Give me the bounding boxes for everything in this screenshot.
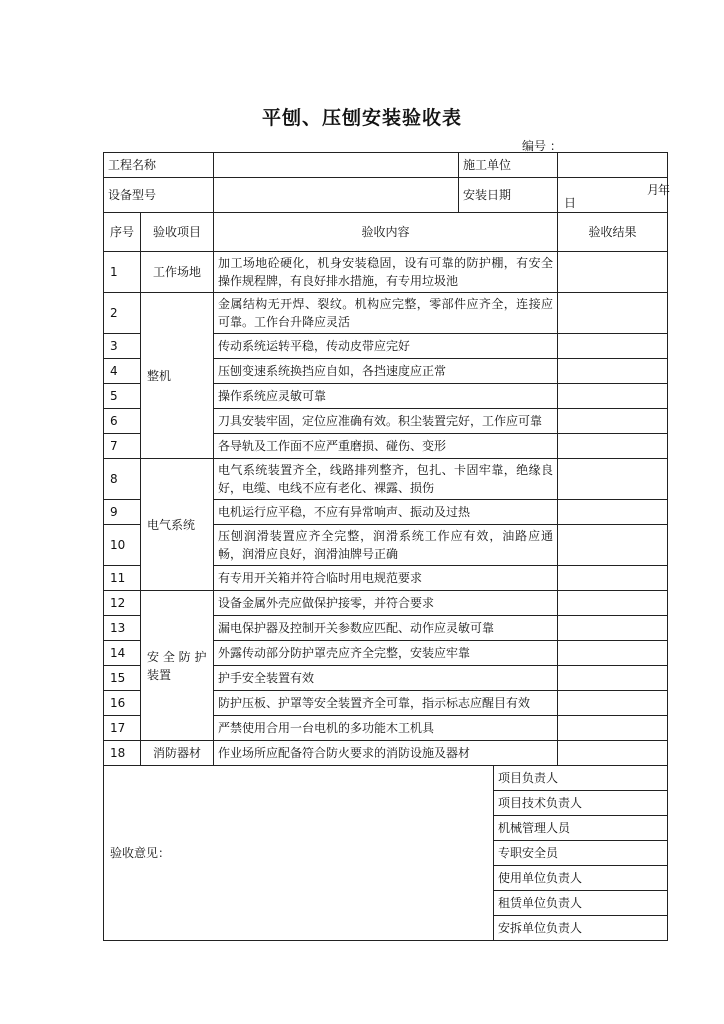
project-name-value[interactable] — [214, 153, 459, 178]
row-number: 6 — [104, 409, 141, 434]
row-content: 金属结构无开焊、裂纹。机构应完整，零部件应齐全，连接应可靠。工作台升降应灵活 — [214, 293, 558, 334]
install-date-value[interactable] — [558, 178, 671, 213]
row-result[interactable] — [558, 359, 668, 384]
date-month-label: 月 — [647, 183, 660, 197]
row-content: 严禁使用合用一台电机的多功能木工机具 — [214, 716, 558, 741]
row-number: 7 — [104, 434, 141, 459]
row-content: 压刨变速系统换挡应自如，各挡速度应正常 — [214, 359, 558, 384]
equipment-model-label: 设备型号 — [104, 178, 214, 213]
group-electrical: 电气系统 — [141, 459, 214, 591]
row-number: 12 — [104, 591, 141, 616]
info-row-project — [104, 153, 668, 178]
row-number: 15 — [104, 666, 141, 691]
row-number: 5 — [104, 384, 141, 409]
doc-number-label: 编号 ： — [522, 139, 562, 153]
row-result[interactable] — [558, 616, 668, 641]
row-result[interactable] — [558, 741, 668, 766]
row-content: 各导轨及工作面不应严重磨损、碰伤、变形 — [214, 434, 558, 459]
row-number: 16 — [104, 691, 141, 716]
acceptance-opinion[interactable]: 验收意见： — [104, 766, 494, 941]
table-row — [104, 591, 668, 616]
signature-label: 项目技术负责人 — [494, 791, 668, 816]
row-result[interactable] — [558, 293, 668, 334]
header-item: 验收项目 — [141, 213, 214, 252]
row-number: 14 — [104, 641, 141, 666]
row-number: 1 — [104, 252, 141, 293]
header-seq: 序号 — [104, 213, 141, 252]
row-result[interactable] — [558, 459, 668, 500]
row-content: 设备金属外壳应做保护接零，并符合要求 — [214, 591, 558, 616]
row-number: 9 — [104, 500, 141, 525]
date-day-label: 日 — [564, 196, 577, 210]
row-content: 传动系统运转平稳，传动皮带应完好 — [214, 334, 558, 359]
row-result[interactable] — [558, 525, 668, 566]
header-content: 验收内容 — [214, 213, 558, 252]
row-number: 13 — [104, 616, 141, 641]
table-row — [104, 459, 668, 500]
row-number: 10 — [104, 525, 141, 566]
row-result[interactable] — [558, 334, 668, 359]
group-site: 工作场地 — [141, 252, 214, 293]
row-result[interactable] — [558, 409, 668, 434]
row-number: 4 — [104, 359, 141, 384]
row-number: 3 — [104, 334, 141, 359]
row-content: 外露传动部分防护罩壳应齐全完整，安装应牢靠 — [214, 641, 558, 666]
row-result[interactable] — [558, 566, 668, 591]
acceptance-table — [103, 152, 671, 941]
install-date-label: 安装日期 — [459, 178, 558, 213]
signature-label: 租赁单位负责人 — [494, 891, 668, 916]
row-number: 2 — [104, 293, 141, 334]
table-row — [104, 252, 668, 293]
info-row-equipment — [104, 178, 668, 213]
row-content: 电机运行应平稳，不应有异常响声、振动及过热 — [214, 500, 558, 525]
group-machine: 整机 — [141, 293, 214, 459]
signature-label: 机械管理人员 — [494, 816, 668, 841]
row-content: 操作系统应灵敏可靠 — [214, 384, 558, 409]
row-result[interactable] — [558, 716, 668, 741]
header-row — [104, 213, 668, 252]
row-content: 加工场地砼硬化，机身安装稳固，设有可靠的防护棚，有安全操作规程牌，有良好排水措施，有专用垃圾池 — [214, 252, 558, 293]
row-content: 电气系统装置齐全，线路排列整齐，包扎、卡固牢靠，绝缘良好，电缆、电线不应有老化、裸露、损伤 — [214, 459, 558, 500]
table-row — [104, 293, 668, 334]
signature-label: 使用单位负责人 — [494, 866, 668, 891]
row-content: 刀具安装牢固，定位应准确有效。积尘装置完好，工作应可靠 — [214, 409, 558, 434]
group-safety: 安 全 防 护 装置 — [141, 591, 214, 741]
row-number: 11 — [104, 566, 141, 591]
row-result[interactable] — [558, 691, 668, 716]
page-title: 平刨、压刨安装验收表 — [261, 107, 462, 129]
row-number: 8 — [104, 459, 141, 500]
row-content: 漏电保护器及控制开关参数应匹配、动作应灵敏可靠 — [214, 616, 558, 641]
signature-row — [104, 766, 668, 791]
row-number: 18 — [104, 741, 141, 766]
row-content: 作业场所应配备符合防火要求的消防设施及器材 — [214, 741, 558, 766]
row-content: 压刨润滑装置应齐全完整，润滑系统工作应有效，油路应通畅，润滑应良好，润滑油牌号正确 — [214, 525, 558, 566]
row-result[interactable] — [558, 252, 668, 293]
row-result[interactable] — [558, 591, 668, 616]
row-content: 有专用开关箱并符合临时用电规范要求 — [214, 566, 558, 591]
construction-unit-label: 施工单位 — [459, 153, 558, 178]
equipment-model-value[interactable] — [214, 178, 459, 213]
row-content: 防护压板、护罩等安全装置齐全可靠，指示标志应醒目有效 — [214, 691, 558, 716]
row-result[interactable] — [558, 500, 668, 525]
date-year-label: 年 — [658, 183, 671, 197]
row-content: 护手安全装置有效 — [214, 666, 558, 691]
row-result[interactable] — [558, 641, 668, 666]
row-result[interactable] — [558, 384, 668, 409]
row-result[interactable] — [558, 666, 668, 691]
project-name-label: 工程名称 — [104, 153, 214, 178]
construction-unit-value[interactable] — [558, 153, 668, 178]
table-row — [104, 741, 668, 766]
signature-label: 专职安全员 — [494, 841, 668, 866]
header-result: 验收结果 — [558, 213, 668, 252]
row-number: 17 — [104, 716, 141, 741]
signature-label: 项目负责人 — [494, 766, 668, 791]
row-result[interactable] — [558, 434, 668, 459]
signature-label: 安拆单位负责人 — [494, 916, 668, 941]
group-fire: 消防器材 — [141, 741, 214, 766]
